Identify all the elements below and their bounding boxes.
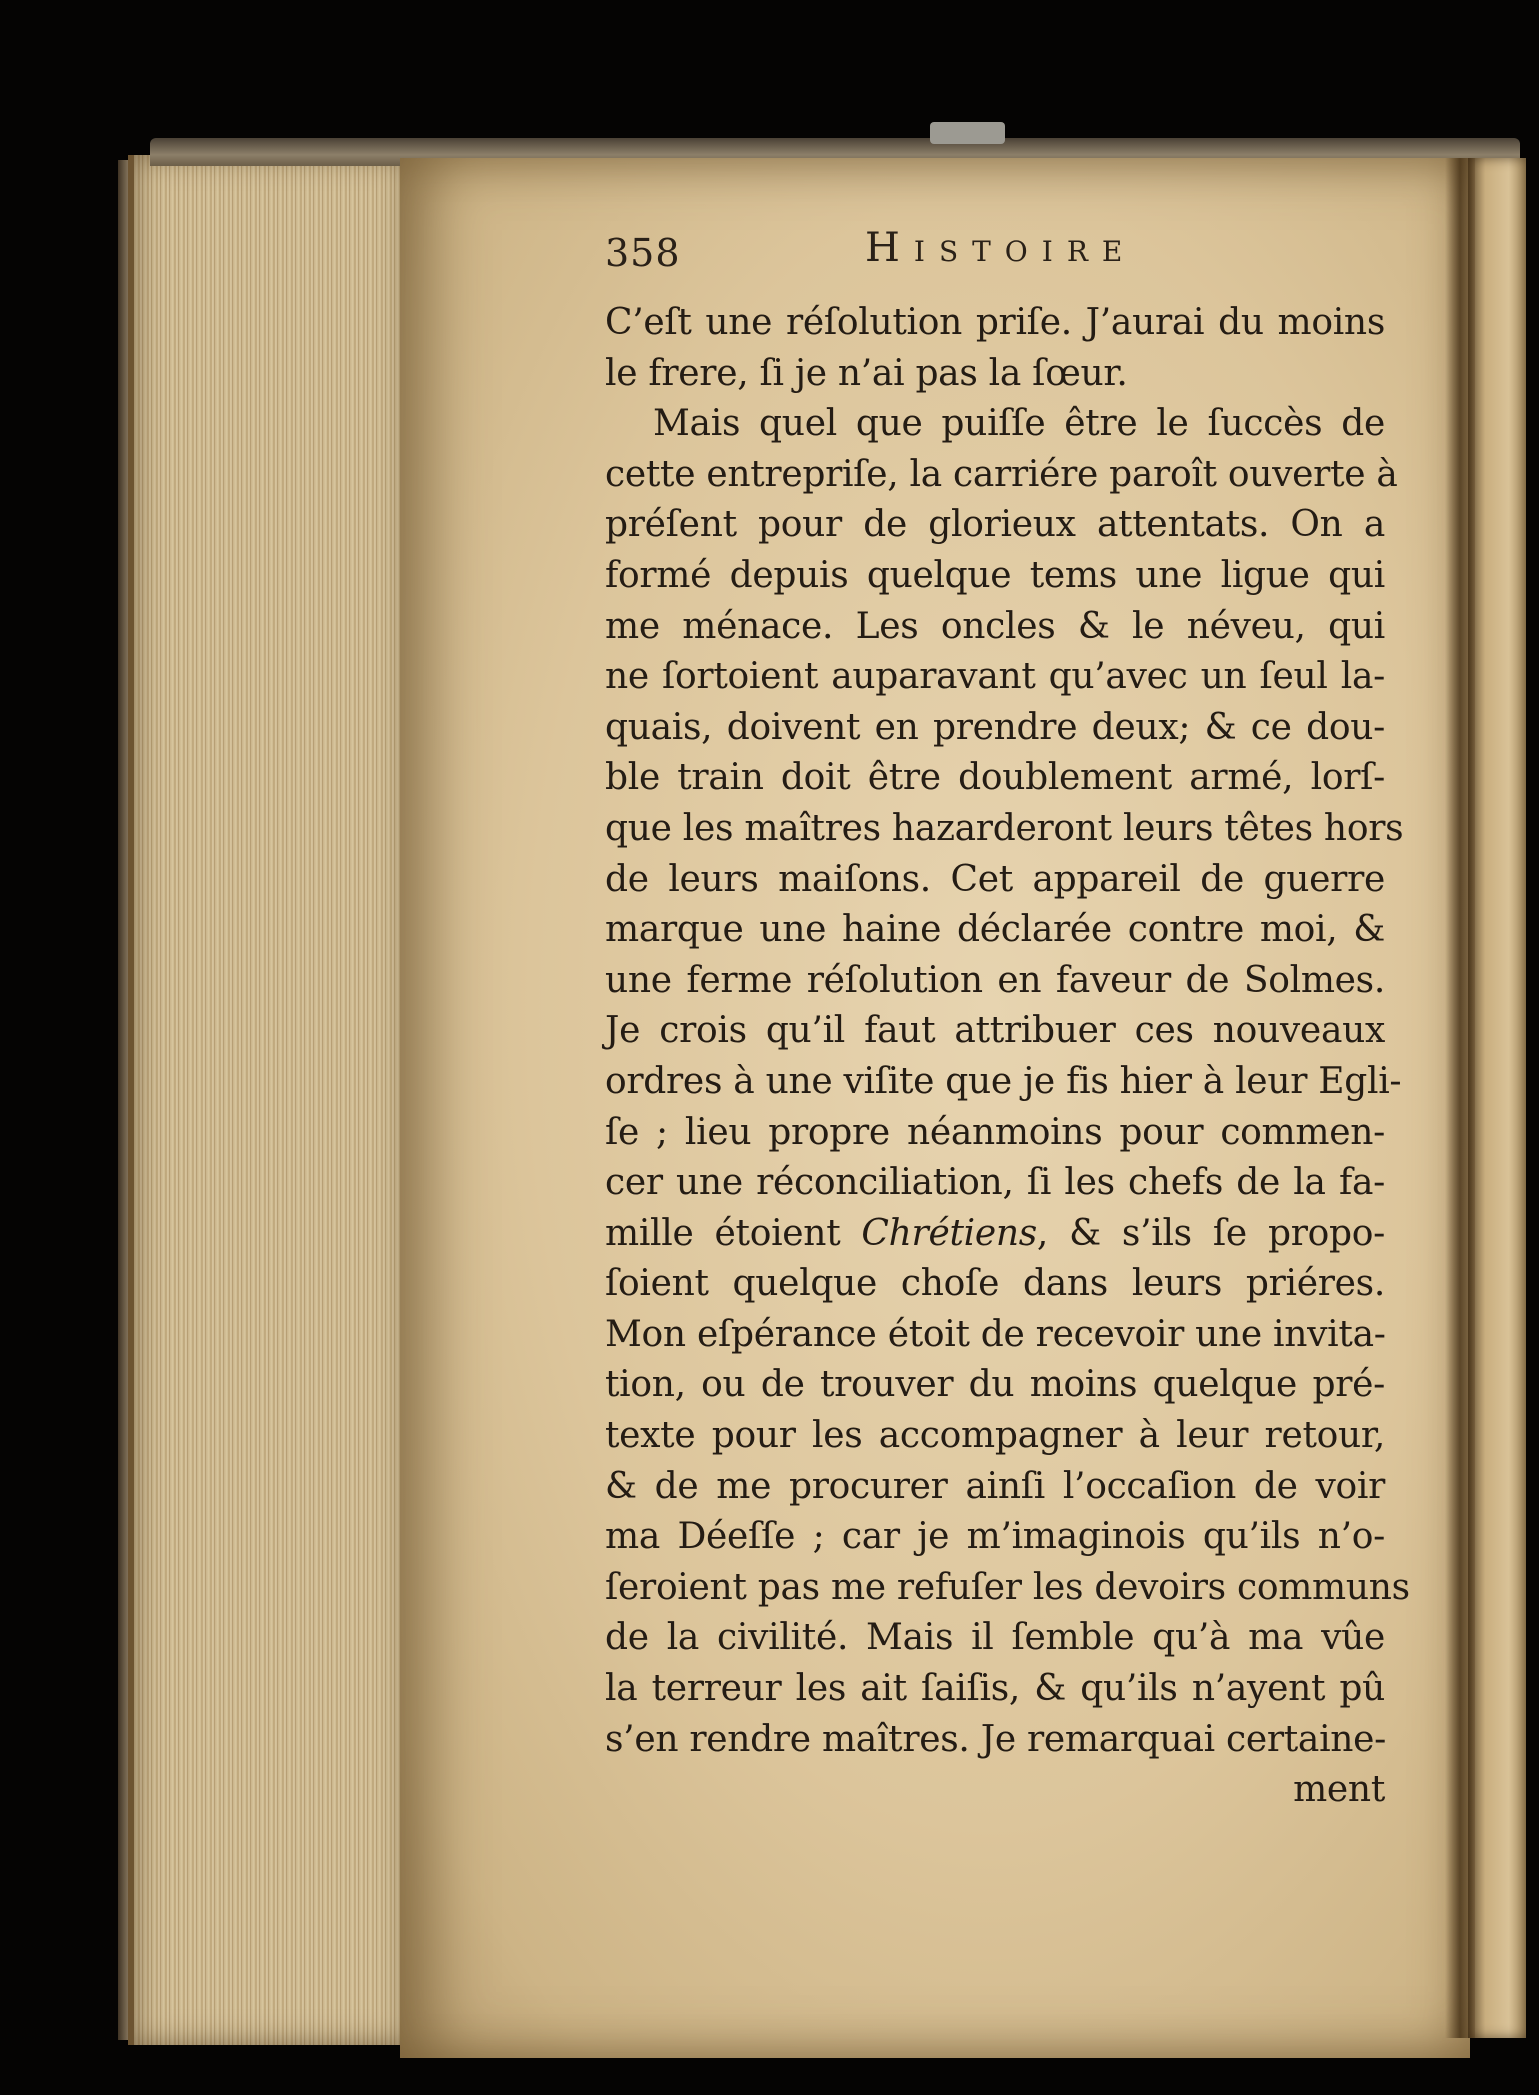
text-line: marque une haine déclarée contre moi, & [605,909,1385,951]
text-line: ble train doit être doublement armé, lorſ- [605,757,1385,799]
line-start: mille étoient [605,1212,862,1254]
page-gutter-shadow [1445,158,1475,2038]
text-line: ſeroient pas me refuſer les devoirs communs [605,1566,1410,1608]
text-line: formé depuis quelque tems une ligue qui [605,554,1385,596]
text-line: Mon eſpérance étoit de recevoir une invita- [605,1313,1386,1355]
text-line: une ferme réſolution en faveur de Solmes. [605,959,1385,1001]
text-line: cer une réconciliation, ſi les chefs de la fa- [605,1162,1385,1204]
facing-page-edge [1468,158,1526,2038]
text-line: Mais quel que puiſſe être le ſuccès de [653,403,1385,445]
text-line: ordres à une viſite que je fis hier à leur Egli- [605,1060,1402,1102]
catchword: ment [1293,1769,1385,1811]
text-line: Je crois qu’il faut attribuer ces nouveaux [605,1010,1385,1052]
text-line: ſe ; lieu propre néanmoins pour commen- [605,1111,1385,1153]
running-head [605,225,1175,285]
text-line: que les maîtres hazarderont leurs têtes hors [605,807,1404,849]
text-line: de leurs maiſons. Cet appareil de guerre [605,858,1385,900]
text-line: & de me procurer ainſi l’occaſion de voir [605,1465,1385,1507]
italic-word: Chrétiens [861,1212,1037,1254]
page-edges [128,155,409,2045]
text-line: la terreur les ait ſaiſis, & qu’ils n’ayent pû [605,1668,1385,1710]
text-line: ſoient quelque choſe dans leurs priéres. [605,1263,1385,1305]
running-title: Histoire [865,225,1137,271]
text-line: ma Déeſſe ; car je m’imaginois qu’ils n’o- [605,1516,1385,1558]
body-text [605,298,1410,1816]
text-line: préſent pour de glorieux attentats. On a [605,504,1385,546]
text-line: texte pour les accompagner à leur retour, [605,1415,1385,1457]
text-line: tion, ou de trouver du moins quelque pré- [605,1364,1385,1406]
text-line: quais, doivent en prendre deux; & ce dou- [605,706,1385,748]
text-line: me ménace. Les oncles & le néveu, qui [605,605,1385,647]
text-line: s’en rendre maîtres. Je remarquai certaine- [605,1718,1387,1760]
line-end: , & s’ils ſe propo- [1036,1212,1385,1254]
page-number: 358 [605,231,681,275]
text-line: C’eſt une réſolution priſe. J’aurai du moins [605,302,1385,343]
text-line: ne ſortoient auparavant qu’avec un ſeul la- [605,656,1385,698]
text-line: cette entrepriſe, la carriére paroît ouverte à [605,453,1398,495]
text-line-with-italic [605,1209,1385,1260]
text-line: de la civilité. Mais il ſemble qu’à ma vûe [605,1617,1385,1659]
headband [930,122,1005,144]
text-line: le frere, ſi je n’ai pas la ſœur. [605,352,1128,394]
